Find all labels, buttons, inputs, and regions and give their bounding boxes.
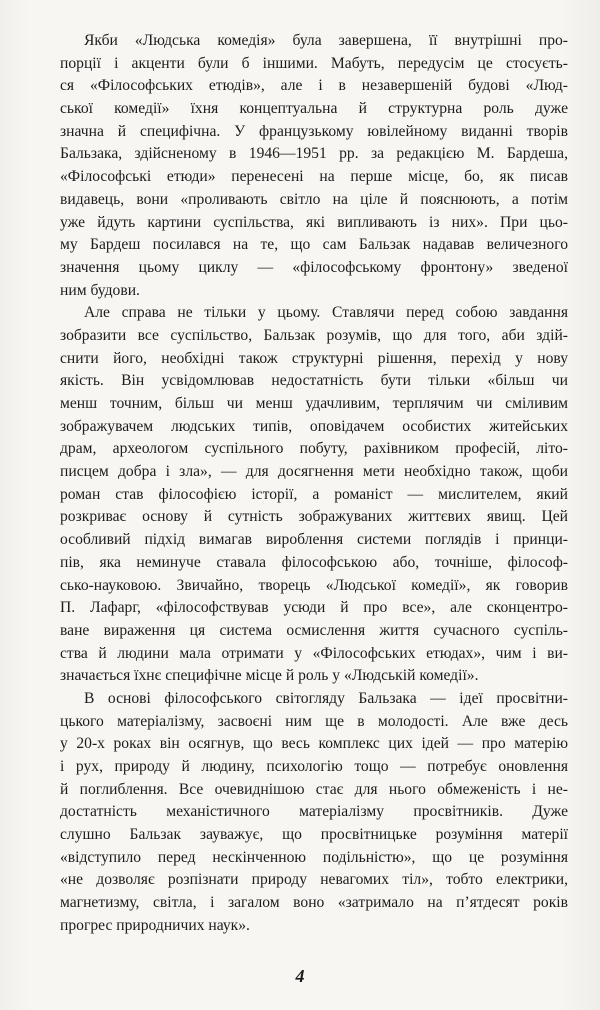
text-line: значається їхнє специфічне місце й роль у «Людській комедії». <box>60 667 479 685</box>
text-line: ства й людини мала отримати у «Філософських етюдах», чим і ви- <box>60 644 568 662</box>
text-line: писцем добра і зла», — для досягнення мети необхідно також, щоби <box>60 463 568 481</box>
text-line: прогрес природничих наук». <box>60 916 250 934</box>
text-line: слушно Бальзак зауважує, що просвітницьке розуміння матерії <box>60 826 568 844</box>
text-line: й поглиблення. Все очевиднішою стає для нього обмеженість і не- <box>60 780 568 798</box>
text-line: П. Лафарг, «філософствував усюди й про все», але сконцентро- <box>60 599 568 617</box>
text-line: ване вираження ця система осмислення життя сучасного суспіль- <box>60 621 568 639</box>
text-line: В основі філософського світогляду Бальзака — ідеї просвітни- <box>84 689 568 707</box>
paragraph <box>60 302 568 688</box>
text-line: магнетизму, світла, і загалом воно «затримало на п’ятдесят років <box>60 894 568 912</box>
text-line: му Бардеш посилався на те, що сам Бальзак надавав величезного <box>60 236 568 254</box>
text-line: особливий підхід вимагав вироблення системи поглядів і принци- <box>60 531 568 549</box>
text-line: «Філософські етюди» перенесені на перше місце, бо, як писав <box>60 168 568 186</box>
body-text <box>60 30 568 938</box>
text-line: порції і акценти були б іншими. Мабуть, передусім це стосуєть- <box>60 54 568 72</box>
text-line: зображувачем людських типів, оповідачем особистих житейських <box>60 417 568 435</box>
text-line: ської комедії» їхня концептуальна й структурна роль дуже <box>60 100 568 118</box>
text-line: значна й специфічна. У французькому ювілейному виданні творів <box>60 122 568 140</box>
text-line: сько-науковою. Звичайно, творець «Людської комедії», як говорив <box>60 576 568 594</box>
text-line: значення цьому циклу — «філософському фронтону» зведеної <box>60 258 568 276</box>
text-line: у 20-х роках він осягнув, що весь комплекс цих ідей — про матерію <box>60 735 568 753</box>
text-line: достатність механістичного матеріалізму просвітників. Дуже <box>60 803 568 821</box>
text-line: роман став філософією історії, а романіст — мислителем, який <box>60 485 568 503</box>
text-line: і рух, природу й людину, психологію тощо — потребує оновлення <box>60 758 568 775</box>
text-line: снити його, необхідні також структурні рішення, перехід у нову <box>60 349 568 367</box>
text-line: уже йдуть картини суспільства, які випливають із них». При цьо- <box>60 213 568 231</box>
paragraph <box>60 30 568 302</box>
text-line: Бальзака, здійсненому в 1946—1951 рр. за редакцією М. Бардеша, <box>60 145 568 163</box>
text-line: ся «Філософських етюдів», але і в незавершеній будові «Люд- <box>60 77 568 95</box>
text-line: пів, яка неминуче ставала філософською або, точніше, філософ- <box>60 553 568 571</box>
text-line: драм, археологом суспільного побуту, рахівником професій, літо- <box>60 440 568 458</box>
text-line: ним будови. <box>60 281 140 299</box>
text-line: Але справа не тільки у цьому. Ставлячи перед собою завдання <box>84 304 568 322</box>
text-line: цького матеріалізму, засвоєні ним ще в молодості. Але вже десь <box>60 712 568 730</box>
text-line: «відступило перед нескінченною подільністю», що це розуміння <box>60 848 568 866</box>
text-line: менш точним, більш чи менш удачливим, терплячим чи сміливим <box>60 395 568 412</box>
page-number: 4 <box>295 966 305 986</box>
text-line: розкриває основу й сутність зображуваних життєвих явищ. Цей <box>60 508 568 526</box>
text-line: видавець, вони «проливають світло на ціле й пояснюють, а потім <box>60 190 568 208</box>
text-line: «не дозволяє розпізнати природу невагомих тіл», тобто електрики, <box>60 871 568 889</box>
text-line: Якби «Людська комедія» була завершена, її внутрішні про- <box>84 32 568 49</box>
text-line: якість. Він усвідомлював недостатність бути тільки «більш чи <box>60 372 568 390</box>
paragraph <box>60 688 568 938</box>
text-line: зобразити все суспільство, Бальзак розумів, що для того, аби здій- <box>60 326 568 344</box>
